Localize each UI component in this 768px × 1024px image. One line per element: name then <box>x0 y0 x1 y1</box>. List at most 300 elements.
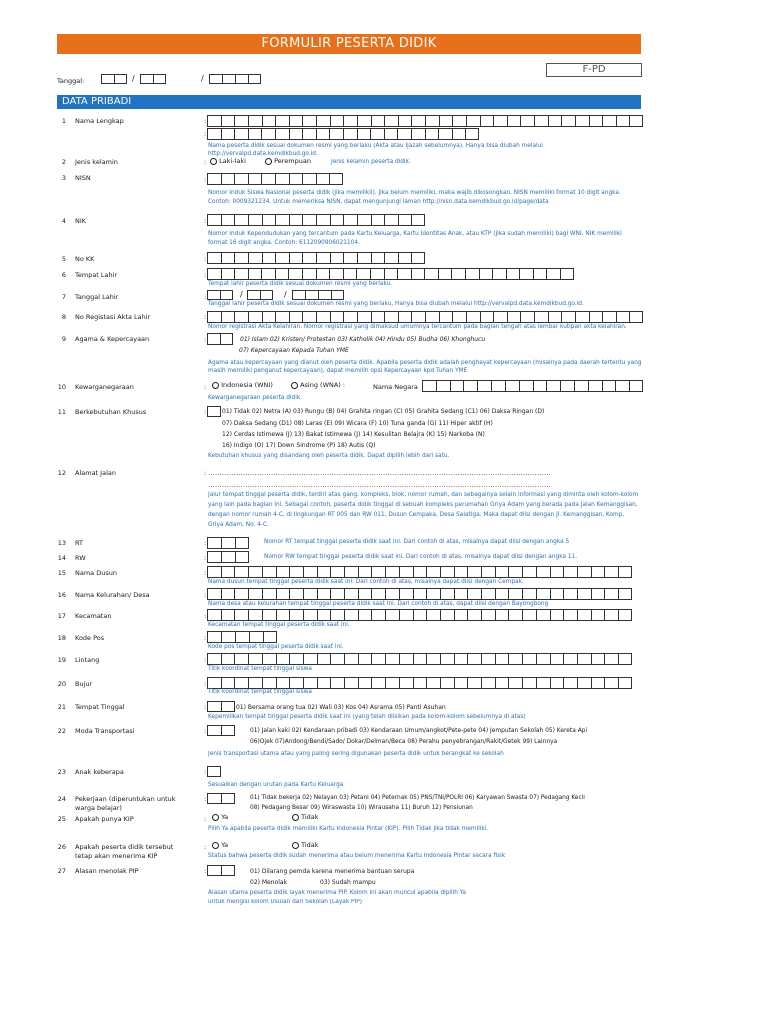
char-cell[interactable] <box>343 268 357 280</box>
char-cell[interactable] <box>302 252 316 264</box>
char-cell[interactable] <box>289 588 303 600</box>
char-cell[interactable] <box>385 609 399 621</box>
char-cell[interactable] <box>248 268 262 280</box>
char-cell[interactable] <box>508 653 522 665</box>
char-cell[interactable] <box>467 566 481 578</box>
char-cell[interactable] <box>289 653 303 665</box>
char-cell[interactable] <box>344 653 358 665</box>
char-cell[interactable] <box>399 653 413 665</box>
char-cell[interactable] <box>491 380 505 392</box>
char-cell[interactable] <box>519 268 533 280</box>
char-cell[interactable] <box>426 588 440 600</box>
char-cell[interactable] <box>221 609 235 621</box>
char-cell[interactable] <box>618 588 632 600</box>
char-cell[interactable] <box>371 588 385 600</box>
char-cell[interactable] <box>550 566 564 578</box>
kip-terima-tidak-radio[interactable]: Tidak <box>292 841 319 849</box>
char-cell[interactable] <box>618 566 632 578</box>
char-cell[interactable] <box>602 380 616 392</box>
char-cell[interactable] <box>440 566 454 578</box>
char-cell[interactable] <box>550 677 564 689</box>
char-cell[interactable] <box>495 566 509 578</box>
char-cell[interactable] <box>591 677 605 689</box>
char-cell[interactable] <box>426 677 440 689</box>
char-cell[interactable] <box>536 588 550 600</box>
char-cell[interactable] <box>411 311 425 323</box>
bujur-field[interactable] <box>207 677 632 689</box>
char-cell[interactable] <box>385 653 399 665</box>
char-cell[interactable] <box>422 380 436 392</box>
char-cell[interactable] <box>384 311 398 323</box>
char-cell[interactable] <box>495 609 509 621</box>
akta-field[interactable] <box>207 311 643 323</box>
char-cell[interactable] <box>454 653 468 665</box>
char-cell[interactable] <box>207 609 221 621</box>
char-cell[interactable] <box>248 115 262 127</box>
char-cell[interactable] <box>289 252 303 264</box>
char-cell[interactable] <box>399 677 413 689</box>
char-cell[interactable] <box>221 311 235 323</box>
char-cell[interactable] <box>207 677 221 689</box>
char-cell[interactable] <box>316 115 330 127</box>
char-cell[interactable] <box>302 214 316 226</box>
char-cell[interactable] <box>411 252 425 264</box>
char-cell[interactable] <box>262 566 276 578</box>
kip-terima-ya-radio[interactable]: Ya <box>212 841 228 849</box>
wni-radio[interactable]: Indonesia (WNI) <box>212 381 273 389</box>
char-cell[interactable] <box>398 252 412 264</box>
char-cell[interactable] <box>262 609 276 621</box>
char-cell[interactable] <box>234 677 248 689</box>
char-cell[interactable] <box>604 566 618 578</box>
char-cell[interactable] <box>248 677 262 689</box>
char-cell[interactable] <box>330 252 344 264</box>
char-cell[interactable] <box>234 566 248 578</box>
nik-field[interactable] <box>207 214 425 226</box>
pip-field[interactable] <box>207 865 235 876</box>
char-cell[interactable] <box>248 566 262 578</box>
char-cell[interactable] <box>550 653 564 665</box>
char-cell[interactable] <box>629 311 643 323</box>
char-cell[interactable] <box>604 677 618 689</box>
kip-ya-radio[interactable]: Ya <box>212 813 228 821</box>
char-cell[interactable] <box>440 609 454 621</box>
char-cell[interactable] <box>495 588 509 600</box>
char-cell[interactable] <box>357 311 371 323</box>
wna-radio[interactable]: Asing (WNA) : <box>291 381 345 389</box>
char-cell[interactable] <box>316 252 330 264</box>
char-cell[interactable] <box>234 268 248 280</box>
moda-field[interactable] <box>207 725 235 736</box>
char-cell[interactable] <box>234 115 248 127</box>
char-cell[interactable] <box>618 653 632 665</box>
char-cell[interactable] <box>275 311 289 323</box>
char-cell[interactable] <box>481 609 495 621</box>
char-cell[interactable] <box>207 588 221 600</box>
char-cell[interactable] <box>561 311 575 323</box>
char-cell[interactable] <box>466 115 480 127</box>
tanggal-day-field[interactable] <box>101 74 127 84</box>
tempat-lahir-field[interactable] <box>207 268 574 280</box>
char-cell[interactable] <box>546 380 560 392</box>
char-cell[interactable] <box>425 128 439 140</box>
char-cell[interactable] <box>425 115 439 127</box>
char-cell[interactable] <box>358 653 372 665</box>
char-cell[interactable] <box>413 653 427 665</box>
char-cell[interactable] <box>371 214 385 226</box>
char-cell[interactable] <box>399 566 413 578</box>
nama-negara-field[interactable] <box>422 380 643 392</box>
char-cell[interactable] <box>357 128 371 140</box>
char-cell[interactable] <box>411 268 425 280</box>
char-cell[interactable] <box>618 609 632 621</box>
char-cell[interactable] <box>577 588 591 600</box>
char-cell[interactable] <box>357 252 371 264</box>
char-cell[interactable] <box>248 128 262 140</box>
char-cell[interactable] <box>563 588 577 600</box>
char-cell[interactable] <box>563 609 577 621</box>
char-cell[interactable] <box>344 588 358 600</box>
char-cell[interactable] <box>289 566 303 578</box>
char-cell[interactable] <box>385 566 399 578</box>
char-cell[interactable] <box>481 566 495 578</box>
char-cell[interactable] <box>276 677 290 689</box>
char-cell[interactable] <box>262 653 276 665</box>
nokk-field[interactable] <box>207 252 425 264</box>
char-cell[interactable] <box>507 311 521 323</box>
char-cell[interactable] <box>234 609 248 621</box>
char-cell[interactable] <box>329 173 343 185</box>
char-cell[interactable] <box>289 311 303 323</box>
char-cell[interactable] <box>344 609 358 621</box>
char-cell[interactable] <box>302 268 316 280</box>
char-cell[interactable] <box>234 214 248 226</box>
char-cell[interactable] <box>357 214 371 226</box>
char-cell[interactable] <box>493 115 507 127</box>
char-cell[interactable] <box>275 128 289 140</box>
char-cell[interactable] <box>358 677 372 689</box>
char-cell[interactable] <box>261 173 275 185</box>
char-cell[interactable] <box>371 115 385 127</box>
char-cell[interactable] <box>467 677 481 689</box>
char-cell[interactable] <box>384 252 398 264</box>
char-cell[interactable] <box>522 566 536 578</box>
char-cell[interactable] <box>371 653 385 665</box>
char-cell[interactable] <box>384 214 398 226</box>
char-cell[interactable] <box>248 214 262 226</box>
char-cell[interactable] <box>452 115 466 127</box>
char-cell[interactable] <box>303 609 317 621</box>
char-cell[interactable] <box>303 566 317 578</box>
char-cell[interactable] <box>465 128 479 140</box>
char-cell[interactable] <box>262 677 276 689</box>
char-cell[interactable] <box>550 609 564 621</box>
char-cell[interactable] <box>604 653 618 665</box>
char-cell[interactable] <box>207 115 221 127</box>
char-cell[interactable] <box>563 677 577 689</box>
alamat-line-2[interactable]: ………………………………………………………………………………………………………………………………… <box>208 481 551 489</box>
char-cell[interactable] <box>330 566 344 578</box>
char-cell[interactable] <box>207 252 221 264</box>
char-cell[interactable] <box>289 609 303 621</box>
char-cell[interactable] <box>439 115 453 127</box>
char-cell[interactable] <box>371 566 385 578</box>
char-cell[interactable] <box>248 609 262 621</box>
char-cell[interactable] <box>317 588 331 600</box>
nisn-field[interactable] <box>207 173 343 185</box>
char-cell[interactable] <box>506 268 520 280</box>
lintang-field[interactable] <box>207 653 632 665</box>
char-cell[interactable] <box>234 653 248 665</box>
kode-pos-field[interactable] <box>207 631 277 643</box>
char-cell[interactable] <box>454 566 468 578</box>
char-cell[interactable] <box>316 214 330 226</box>
char-cell[interactable] <box>477 380 491 392</box>
char-cell[interactable] <box>616 115 630 127</box>
char-cell[interactable] <box>399 609 413 621</box>
char-cell[interactable] <box>248 252 262 264</box>
char-cell[interactable] <box>481 653 495 665</box>
char-cell[interactable] <box>495 677 509 689</box>
char-cell[interactable] <box>289 115 303 127</box>
tempat-tinggal-field[interactable] <box>207 701 235 712</box>
khusus-field[interactable] <box>207 406 221 417</box>
char-cell[interactable] <box>248 588 262 600</box>
char-cell[interactable] <box>207 128 221 140</box>
char-cell[interactable] <box>330 677 344 689</box>
char-cell[interactable] <box>276 566 290 578</box>
char-cell[interactable] <box>371 609 385 621</box>
char-cell[interactable] <box>384 128 398 140</box>
char-cell[interactable] <box>522 677 536 689</box>
char-cell[interactable] <box>520 115 534 127</box>
char-cell[interactable] <box>426 609 440 621</box>
char-cell[interactable] <box>343 311 357 323</box>
char-cell[interactable] <box>454 609 468 621</box>
char-cell[interactable] <box>234 311 248 323</box>
char-cell[interactable] <box>398 214 412 226</box>
char-cell[interactable] <box>207 268 221 280</box>
char-cell[interactable] <box>316 173 330 185</box>
char-cell[interactable] <box>536 653 550 665</box>
char-cell[interactable] <box>467 588 481 600</box>
char-cell[interactable] <box>563 653 577 665</box>
char-cell[interactable] <box>330 653 344 665</box>
char-cell[interactable] <box>550 588 564 600</box>
char-cell[interactable] <box>438 128 452 140</box>
char-cell[interactable] <box>399 588 413 600</box>
char-cell[interactable] <box>493 311 507 323</box>
char-cell[interactable] <box>234 128 248 140</box>
char-cell[interactable] <box>330 609 344 621</box>
anak-keberapa-field[interactable] <box>207 766 221 777</box>
char-cell[interactable] <box>289 677 303 689</box>
tgl-lahir-year[interactable] <box>292 290 344 300</box>
char-cell[interactable] <box>508 588 522 600</box>
char-cell[interactable] <box>591 609 605 621</box>
char-cell[interactable] <box>577 653 591 665</box>
char-cell[interactable] <box>370 268 384 280</box>
char-cell[interactable] <box>262 214 276 226</box>
char-cell[interactable] <box>343 128 357 140</box>
char-cell[interactable] <box>536 677 550 689</box>
char-cell[interactable] <box>344 566 358 578</box>
char-cell[interactable] <box>495 653 509 665</box>
char-cell[interactable] <box>602 115 616 127</box>
char-cell[interactable] <box>508 677 522 689</box>
char-cell[interactable] <box>316 128 330 140</box>
char-cell[interactable] <box>343 214 357 226</box>
char-cell[interactable] <box>588 380 602 392</box>
char-cell[interactable] <box>479 268 493 280</box>
char-cell[interactable] <box>261 128 275 140</box>
char-cell[interactable] <box>221 268 235 280</box>
alamat-line-1[interactable]: ………………………………………………………………………………………………………………………………… <box>208 469 551 477</box>
char-cell[interactable] <box>397 268 411 280</box>
char-cell[interactable] <box>371 311 385 323</box>
tanggal-month-field[interactable] <box>140 74 166 84</box>
char-cell[interactable] <box>276 609 290 621</box>
char-cell[interactable] <box>602 311 616 323</box>
char-cell[interactable] <box>385 588 399 600</box>
char-cell[interactable] <box>440 653 454 665</box>
kip-tidak-radio[interactable]: Tidak <box>292 813 319 821</box>
char-cell[interactable] <box>330 214 344 226</box>
char-cell[interactable] <box>262 588 276 600</box>
char-cell[interactable] <box>508 566 522 578</box>
char-cell[interactable] <box>426 653 440 665</box>
char-cell[interactable] <box>534 311 548 323</box>
char-cell[interactable] <box>411 128 425 140</box>
char-cell[interactable] <box>385 677 399 689</box>
tgl-lahir-day[interactable] <box>207 290 233 300</box>
char-cell[interactable] <box>466 311 480 323</box>
char-cell[interactable] <box>577 677 591 689</box>
rw-field[interactable] <box>207 551 249 563</box>
char-cell[interactable] <box>413 566 427 578</box>
char-cell[interactable] <box>384 115 398 127</box>
char-cell[interactable] <box>574 380 588 392</box>
char-cell[interactable] <box>505 380 519 392</box>
char-cell[interactable] <box>358 566 372 578</box>
char-cell[interactable] <box>221 588 235 600</box>
char-cell[interactable] <box>522 588 536 600</box>
nama-field-row1[interactable] <box>207 115 643 127</box>
char-cell[interactable] <box>221 214 235 226</box>
char-cell[interactable] <box>317 609 331 621</box>
char-cell[interactable] <box>629 380 643 392</box>
char-cell[interactable] <box>302 115 316 127</box>
char-cell[interactable] <box>560 380 574 392</box>
char-cell[interactable] <box>450 380 464 392</box>
char-cell[interactable] <box>316 311 330 323</box>
char-cell[interactable] <box>317 653 331 665</box>
char-cell[interactable] <box>275 214 289 226</box>
char-cell[interactable] <box>591 653 605 665</box>
char-cell[interactable] <box>221 566 235 578</box>
tanggal-year-field[interactable] <box>209 74 261 84</box>
char-cell[interactable] <box>371 252 385 264</box>
char-cell[interactable] <box>207 311 221 323</box>
char-cell[interactable] <box>618 677 632 689</box>
char-cell[interactable] <box>533 268 547 280</box>
char-cell[interactable] <box>463 380 477 392</box>
char-cell[interactable] <box>413 609 427 621</box>
char-cell[interactable] <box>454 588 468 600</box>
char-cell[interactable] <box>356 268 370 280</box>
char-cell[interactable] <box>221 115 235 127</box>
char-cell[interactable] <box>548 115 562 127</box>
char-cell[interactable] <box>480 311 494 323</box>
char-cell[interactable] <box>575 311 589 323</box>
char-cell[interactable] <box>303 588 317 600</box>
char-cell[interactable] <box>221 128 235 140</box>
pekerjaan-field[interactable] <box>207 793 235 804</box>
char-cell[interactable] <box>411 214 425 226</box>
char-cell[interactable] <box>481 588 495 600</box>
char-cell[interactable] <box>289 128 303 140</box>
char-cell[interactable] <box>575 115 589 127</box>
rt-field[interactable] <box>207 537 249 549</box>
char-cell[interactable] <box>302 311 316 323</box>
char-cell[interactable] <box>289 173 303 185</box>
char-cell[interactable] <box>533 380 547 392</box>
char-cell[interactable] <box>398 115 412 127</box>
char-cell[interactable] <box>546 268 560 280</box>
char-cell[interactable] <box>451 268 465 280</box>
char-cell[interactable] <box>234 173 248 185</box>
char-cell[interactable] <box>288 268 302 280</box>
char-cell[interactable] <box>371 677 385 689</box>
char-cell[interactable] <box>397 128 411 140</box>
char-cell[interactable] <box>344 677 358 689</box>
char-cell[interactable] <box>207 173 221 185</box>
char-cell[interactable] <box>522 609 536 621</box>
char-cell[interactable] <box>329 268 343 280</box>
char-cell[interactable] <box>317 677 331 689</box>
char-cell[interactable] <box>275 268 289 280</box>
char-cell[interactable] <box>454 677 468 689</box>
char-cell[interactable] <box>275 252 289 264</box>
char-cell[interactable] <box>207 566 221 578</box>
char-cell[interactable] <box>248 311 262 323</box>
char-cell[interactable] <box>330 588 344 600</box>
char-cell[interactable] <box>316 268 330 280</box>
char-cell[interactable] <box>426 566 440 578</box>
char-cell[interactable] <box>221 677 235 689</box>
char-cell[interactable] <box>520 311 534 323</box>
char-cell[interactable] <box>616 311 630 323</box>
char-cell[interactable] <box>411 115 425 127</box>
char-cell[interactable] <box>548 311 562 323</box>
char-cell[interactable] <box>563 566 577 578</box>
char-cell[interactable] <box>589 311 603 323</box>
char-cell[interactable] <box>261 268 275 280</box>
char-cell[interactable] <box>275 115 289 127</box>
char-cell[interactable] <box>439 311 453 323</box>
char-cell[interactable] <box>262 252 276 264</box>
char-cell[interactable] <box>561 115 575 127</box>
char-cell[interactable] <box>303 653 317 665</box>
char-cell[interactable] <box>330 115 344 127</box>
char-cell[interactable] <box>262 115 276 127</box>
char-cell[interactable] <box>343 252 357 264</box>
char-cell[interactable] <box>436 380 450 392</box>
char-cell[interactable] <box>384 268 398 280</box>
nama-field-row2[interactable] <box>207 128 479 140</box>
char-cell[interactable] <box>424 268 438 280</box>
char-cell[interactable] <box>519 380 533 392</box>
